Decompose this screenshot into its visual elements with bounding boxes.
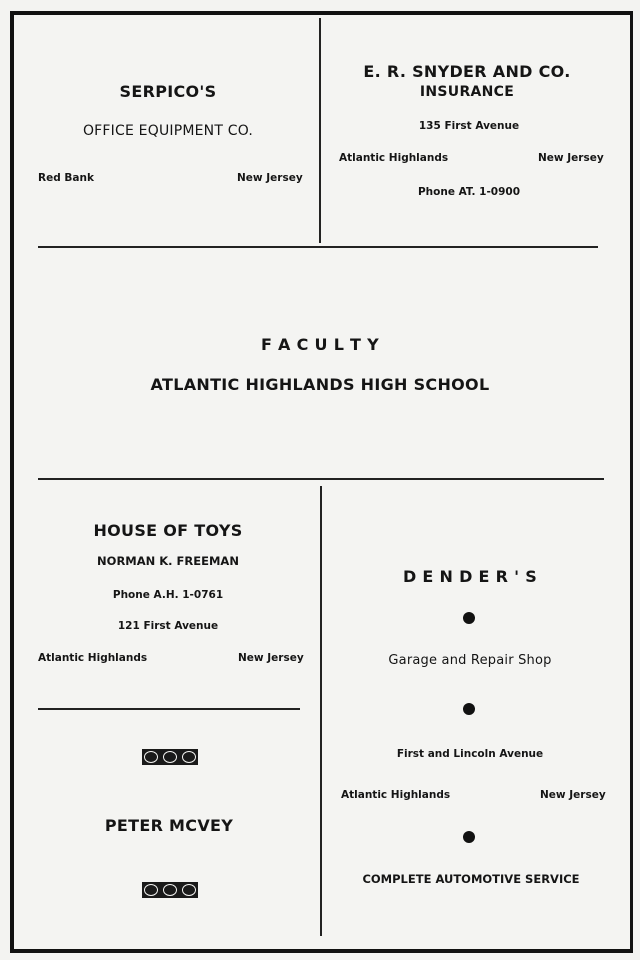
dender-address: First and Lincoln Avenue bbox=[396, 748, 544, 760]
serpico-state: New Jersey bbox=[237, 172, 303, 184]
dender-state: New Jersey bbox=[540, 789, 606, 801]
faculty-title: F A C U L T Y bbox=[260, 335, 380, 354]
bullet-dot-icon bbox=[463, 703, 475, 715]
left-panel-divider bbox=[38, 708, 300, 710]
snyder-line: INSURANCE bbox=[419, 84, 515, 100]
lower-horizontal-divider bbox=[38, 478, 604, 480]
ornament-bottom-icon bbox=[142, 882, 198, 898]
bullet-dot-icon bbox=[463, 612, 475, 624]
dender-city: Atlantic Highlands bbox=[341, 789, 451, 801]
toys-address: 121 First Avenue bbox=[117, 620, 219, 632]
serpico-city: Red Bank bbox=[38, 172, 94, 184]
toys-owner: NORMAN K. FREEMAN bbox=[97, 554, 239, 568]
dender-line: Garage and Repair Shop bbox=[388, 653, 552, 668]
dender-service: COMPLETE AUTOMOTIVE SERVICE bbox=[362, 872, 580, 886]
top-vertical-divider bbox=[319, 18, 321, 243]
upper-horizontal-divider bbox=[38, 246, 598, 248]
mcvey-name: PETER MCVEY bbox=[104, 816, 234, 835]
bullet-dot-icon bbox=[463, 831, 475, 843]
toys-phone: Phone A.H. 1-0761 bbox=[112, 589, 224, 601]
bottom-vertical-divider bbox=[320, 486, 322, 936]
snyder-name: E. R. SNYDER AND CO. bbox=[363, 62, 571, 81]
ornament-top-icon bbox=[142, 749, 198, 765]
toys-state: New Jersey bbox=[238, 652, 304, 664]
snyder-address: 135 First Avenue bbox=[418, 120, 520, 132]
dender-name: D E N D E R ' S bbox=[402, 567, 538, 586]
faculty-school: ATLANTIC HIGHLANDS HIGH SCHOOL bbox=[150, 375, 490, 394]
toys-city: Atlantic Highlands bbox=[38, 652, 148, 664]
serpico-name: SERPICO'S bbox=[119, 82, 217, 101]
snyder-phone: Phone AT. 1-0900 bbox=[417, 186, 521, 198]
toys-name: HOUSE OF TOYS bbox=[93, 521, 243, 540]
snyder-state: New Jersey bbox=[538, 152, 604, 164]
serpico-line: OFFICE EQUIPMENT CO. bbox=[82, 123, 254, 139]
snyder-city: Atlantic Highlands bbox=[339, 152, 449, 164]
